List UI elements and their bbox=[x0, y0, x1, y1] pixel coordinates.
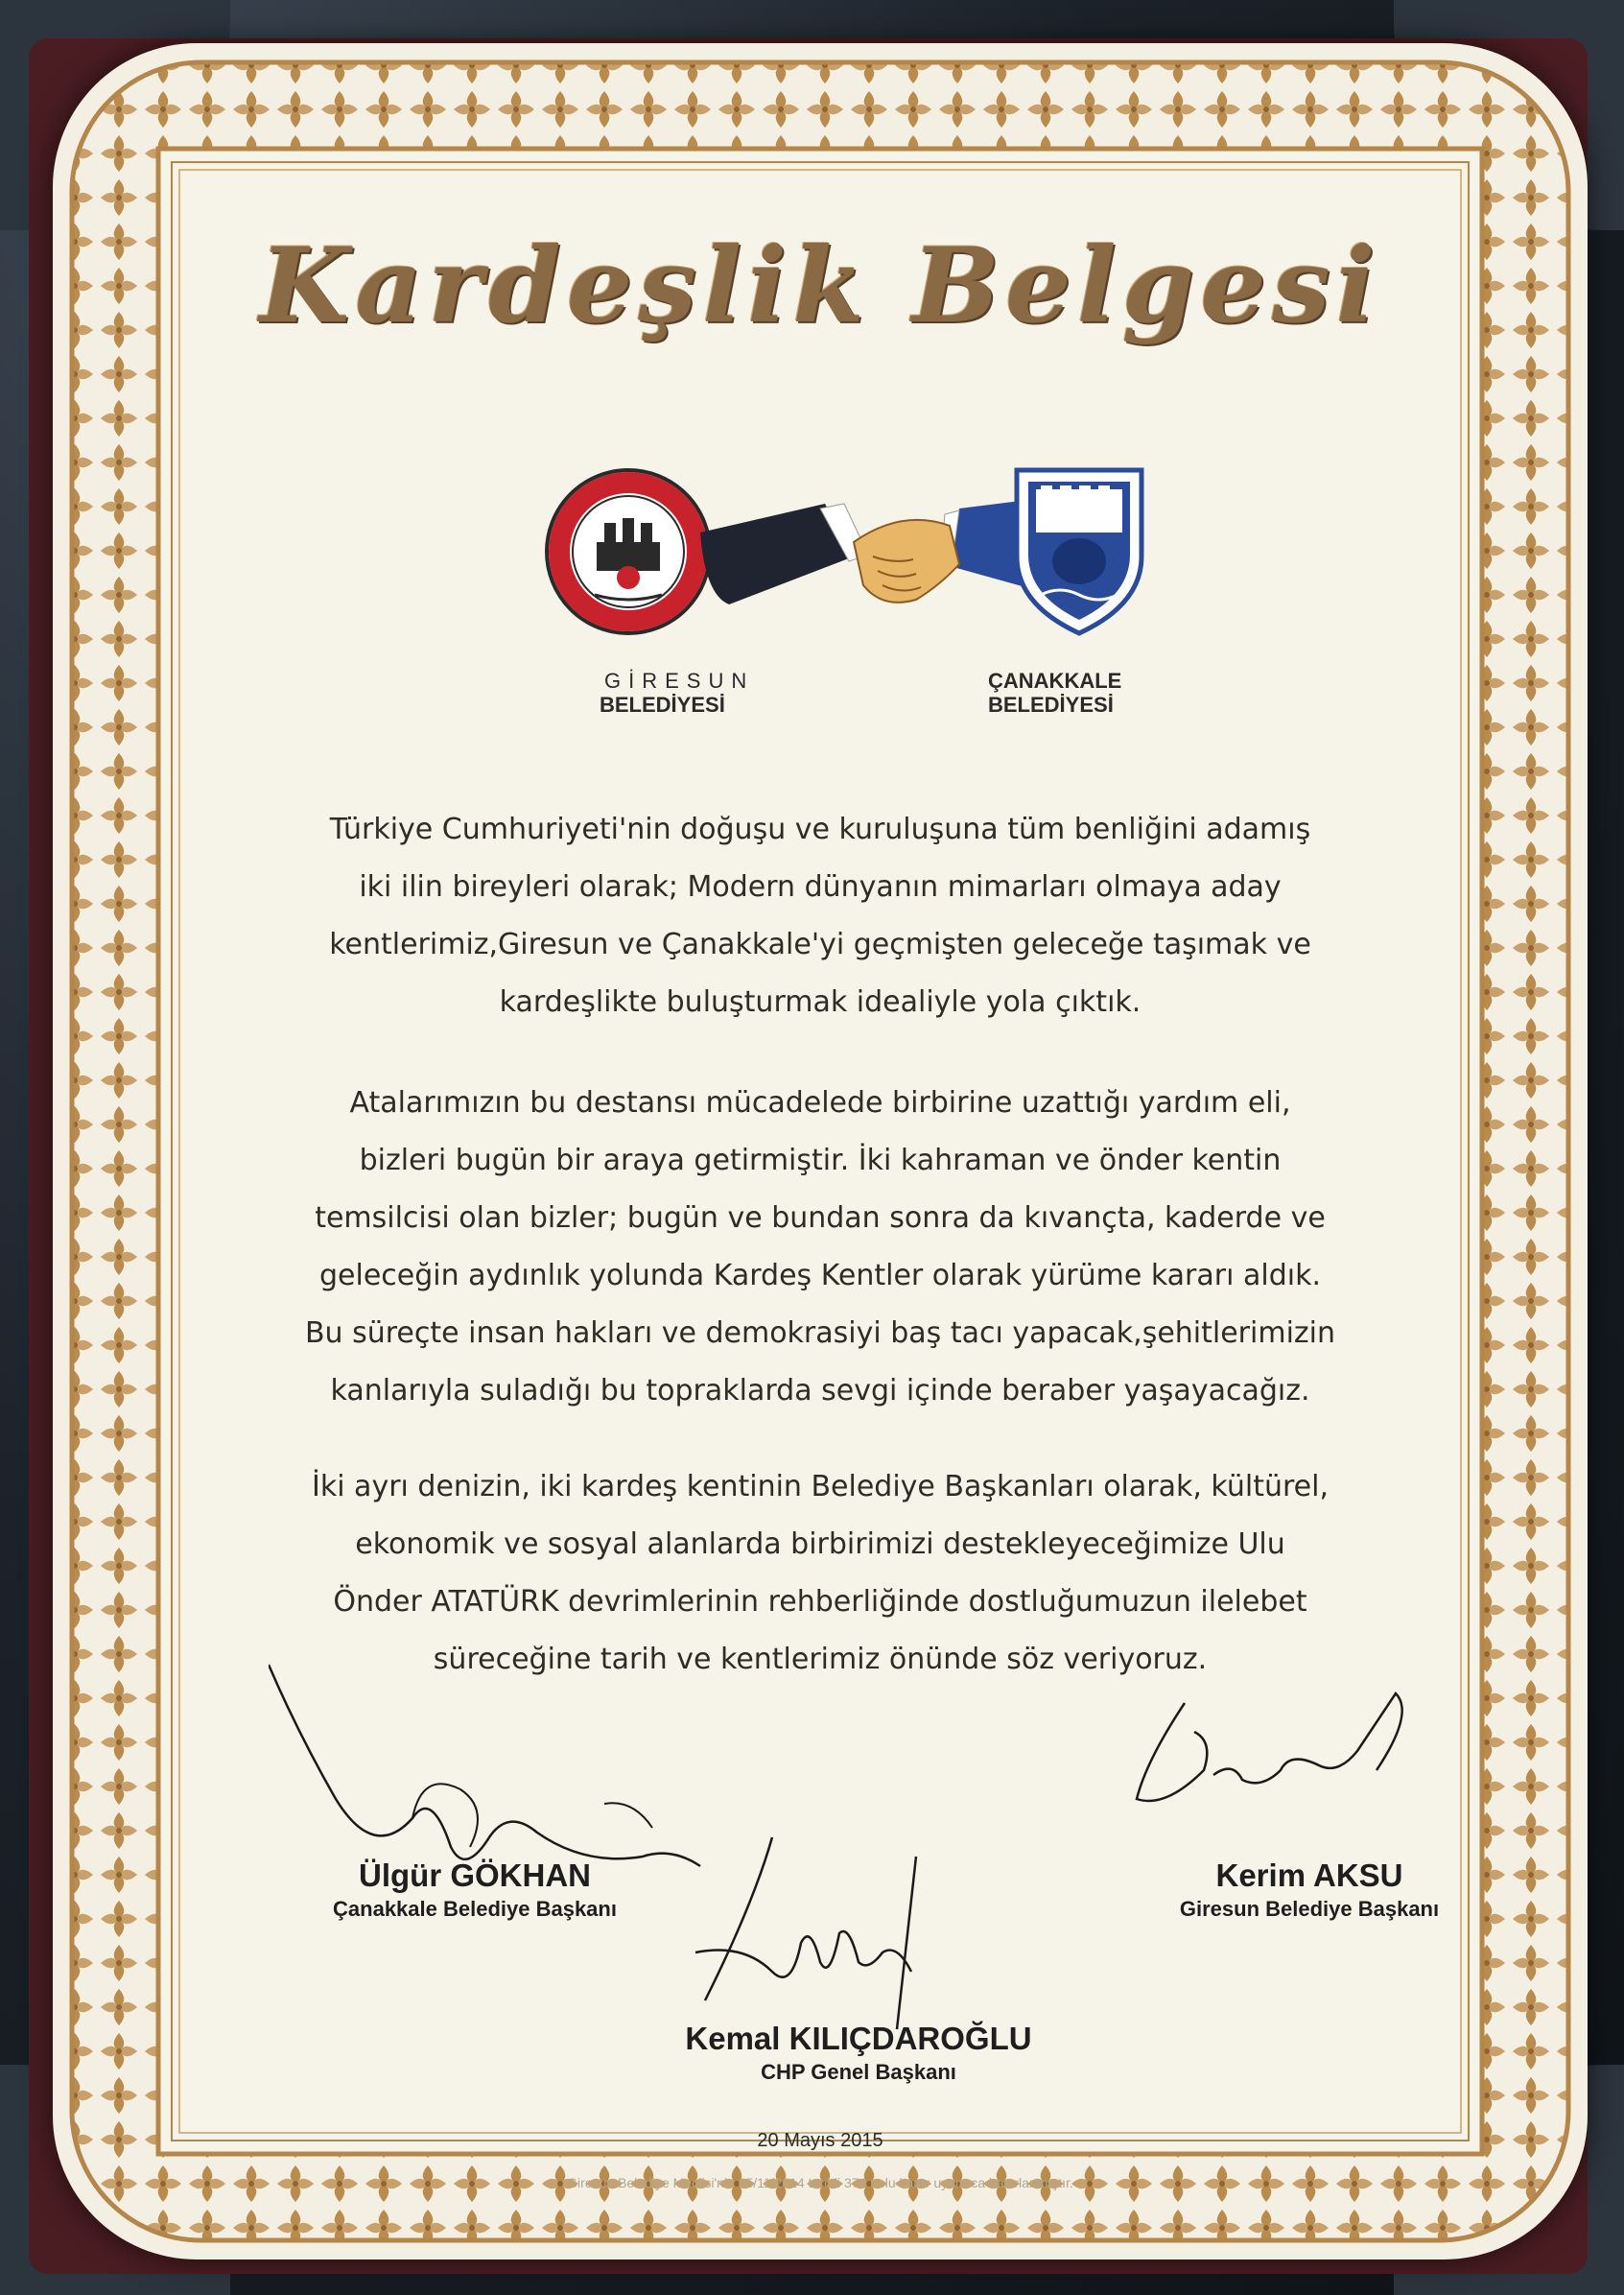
paragraph-3-line: ekonomik ve sosyal alanlarda birbirimizi destekleyeceğimize Ulu bbox=[355, 1527, 1285, 1561]
paragraph-1 bbox=[293, 801, 1348, 1031]
signatory-center bbox=[628, 2020, 1089, 2087]
paragraph-3-line: Önder ATATÜRK devrimlerinin rehberliğinde dostluğumuzun ilelebet bbox=[333, 1585, 1307, 1619]
canakkale-shield-icon bbox=[1017, 470, 1142, 633]
signatory-left-title: Çanakkale Belediye Başkanı bbox=[333, 1897, 617, 1921]
giresun-label-line1: GİRESUN bbox=[604, 669, 755, 693]
signatory-center-name: Kemal KILIÇDAROĞLU bbox=[685, 2021, 1032, 2056]
paragraph-2-line: Atalarımızın bu destansı mücadelede birbirine uzattığı yardım eli, bbox=[349, 1086, 1291, 1120]
paragraph-1-line: Türkiye Cumhuriyeti'nin doğuşu ve kuruluşuna tüm benliğini adamış bbox=[329, 813, 1311, 846]
paragraph-1-line: iki ilin bireyleri olarak; Modern dünyanın mimarları olmaya aday bbox=[359, 870, 1282, 904]
signatory-right bbox=[1137, 1857, 1482, 1924]
paragraph-2-line: Bu süreçte insan hakları ve demokrasiyi baş tacı yapacak,şehitlerimizin bbox=[304, 1316, 1336, 1350]
paragraph-2-line: temsilcisi olan bizler; bugün ve bundan sonra da kıvançta, kaderde ve bbox=[315, 1201, 1326, 1235]
paragraph-3-line: İki ayrı denizin, iki kardeş kentinin Belediye Başkanları olarak, kültürel, bbox=[311, 1470, 1330, 1503]
paragraph-1-line: kentlerimiz,Giresun ve Çanakkale'yi geçmişten geleceğe taşımak ve bbox=[329, 928, 1311, 961]
paragraph-3-line: süreceğine tarih ve kentlerimiz önünde söz veriyoruz. bbox=[433, 1643, 1208, 1676]
giresun-seal-icon bbox=[547, 470, 710, 633]
paragraph-2-line: kanlarıyla suladığı bu topraklarda sevgi içinde beraber yaşayacağız. bbox=[330, 1374, 1310, 1408]
paragraph-2-line: geleceğin aydınlık yolunda Kardeş Kentler olarak yürüme kararı aldık. bbox=[319, 1259, 1321, 1292]
paragraph-3 bbox=[293, 1458, 1348, 1689]
signature-right bbox=[1127, 1684, 1434, 1828]
signature-center bbox=[667, 1828, 974, 2039]
certificate-paper bbox=[53, 43, 1588, 2260]
paragraph-2 bbox=[293, 1075, 1348, 1420]
paragraph-1-line: kardeşlikte buluşturmak idealiyle yola çıktık. bbox=[499, 985, 1142, 1019]
signatory-left bbox=[302, 1857, 647, 1924]
paragraph-2-line: bizleri bugün bir araya getirmiştir. İki kahraman ve önder kentin bbox=[359, 1144, 1282, 1177]
certificate-date: 20 Mayıs 2015 bbox=[757, 2130, 883, 2151]
signatory-right-name: Kerim AKSU bbox=[1215, 1857, 1403, 1893]
certificate-footnote: Giresun Belediye Meclisi'nin 05/11/2014 tarihli 374 nolu karar uyarınca hazırlanmıştır. bbox=[567, 2175, 1073, 2190]
logo-handshake-area bbox=[537, 451, 1151, 729]
handshake-emblem bbox=[537, 451, 1151, 662]
signatory-right-title: Giresun Belediye Başkanı bbox=[1179, 1897, 1440, 1921]
giresun-label-line2: BELEDİYESİ bbox=[600, 693, 725, 717]
canakkale-label-line2: BELEDİYESİ bbox=[988, 693, 1114, 717]
canakkale-label-line1: ÇANAKKALE bbox=[988, 669, 1122, 693]
certificate-title: Kardeşlik Belgesi bbox=[259, 225, 1381, 346]
signatory-left-name: Ülgür GÖKHAN bbox=[359, 1857, 591, 1893]
signatory-center-title: CHP Genel Başkanı bbox=[761, 2060, 956, 2084]
